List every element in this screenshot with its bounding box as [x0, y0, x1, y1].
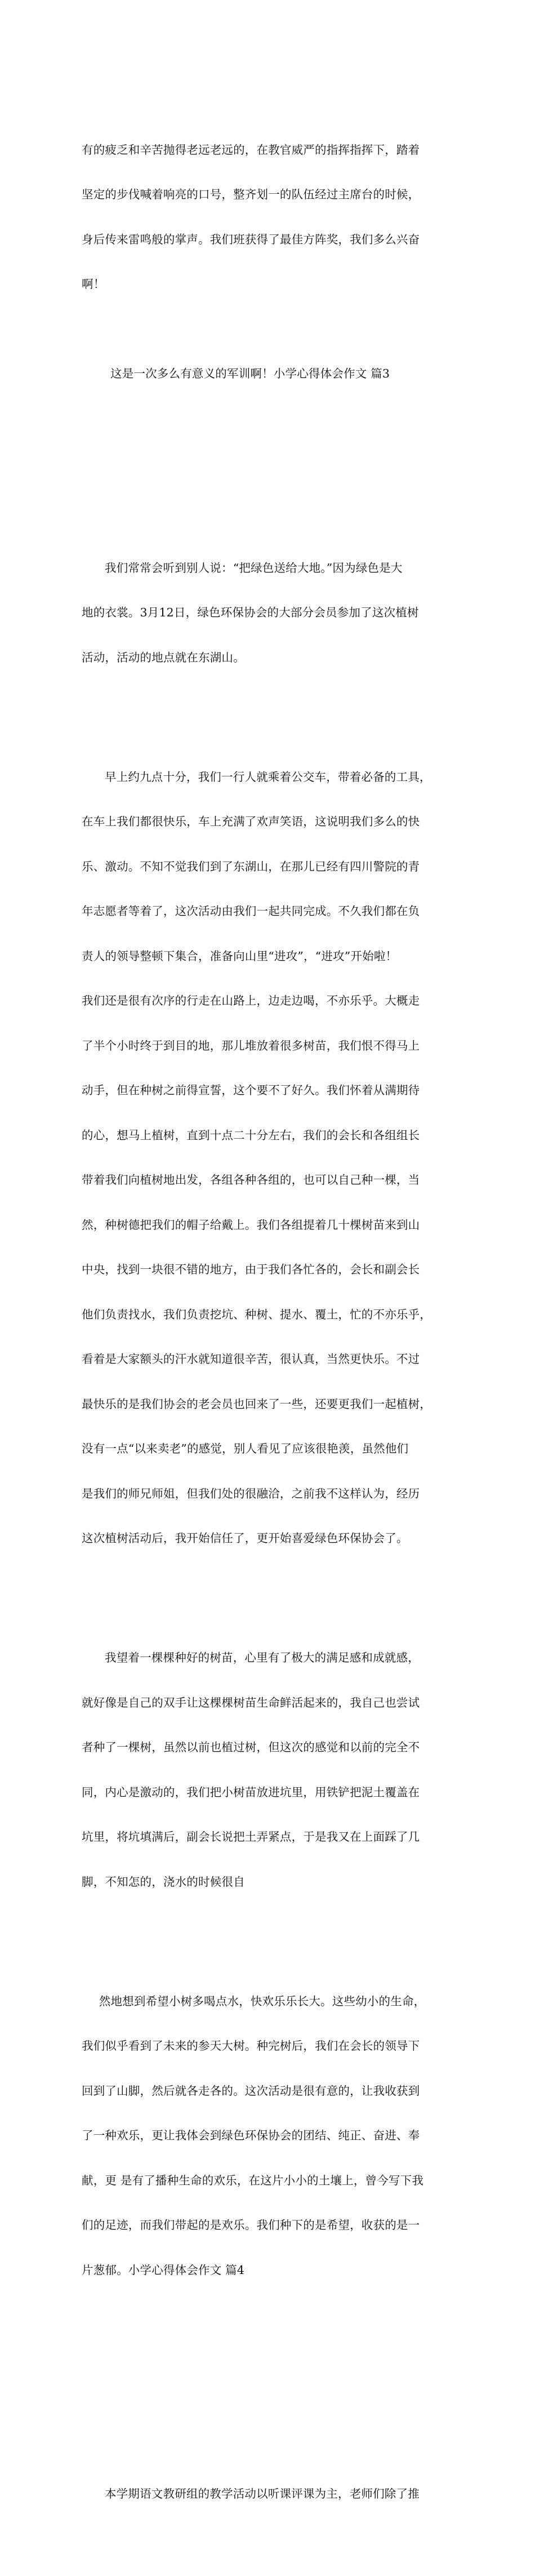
spacer: [82, 471, 462, 486]
paragraph-2: [82, 740, 462, 1576]
text-line: 活动，活动的地点就在东湖山。: [82, 650, 245, 664]
text-line: 就好像是自己的双手让这棵棵树苗生命鲜活起来的，我自己也尝试: [82, 1695, 420, 1709]
text-line: 是我们的师兄师姐，但我们处的很融洽，之前我不这样认为，经历: [82, 1486, 420, 1500]
text-line: 有的疲乏和辛苦抛得老远老远的，在教官威严的指挥指挥下，踏着: [82, 143, 420, 157]
text-line: 中央，找到一块很不错的地方，由于我们各忙各的，会长和副会长: [82, 1263, 420, 1276]
text-line: 我们似乎看到了未来的参天大树。种完树后，我们在会长的领导下: [82, 2039, 420, 2053]
text-line: 坚定的步伐喊着响亮的口号，整齐划一的队伍经过主席台的时候，: [82, 188, 420, 201]
text-line: 责人的领导整顿下集合，准备向山里“进攻”，“进攻”开始啦！: [82, 949, 398, 963]
spacer: [82, 2397, 462, 2412]
text-line: 同，内心是激动的，我们把小树苗放进坑里，用铁铲把泥土覆盖在: [82, 1785, 420, 1799]
text-line: 我望着一棵棵种好的树苗，心里有了极大的满足感和成就感，: [105, 1651, 420, 1664]
text-line: 啊！: [82, 277, 105, 291]
paragraph-4: [82, 1964, 462, 2308]
spacer: [82, 426, 462, 441]
text-line: 我们常常会听到别人说：“把绿色送给大地。”因为绿色是大: [105, 561, 403, 575]
text-line: 片葱郁。小学心得体会作文 篇4: [82, 2263, 245, 2277]
text-line: 回到了山脚，然后就各走各的。这次活动是很有意的，让我收获到: [82, 2084, 420, 2098]
paragraph-5: [82, 2457, 462, 2531]
text-line: 在车上我们都很快乐，车上充满了欢声笑语，这说明我们多么的快: [82, 815, 420, 828]
spacer: [82, 2352, 462, 2368]
text-line: 本学期语文教研组的教学活动以听课评课为主，老师们除了推: [105, 2487, 420, 2501]
text-line: 这次植树活动后，我开始信任了，更开始喜爱绿色环保协会了。: [82, 1531, 408, 1545]
text-line: 然，种树德把我们的帽子给戴上。我们各组提着几十棵树苗来到山: [82, 1218, 420, 1232]
text-line: 地的衣裳。3月12日，绿色环保协会的大部分会员参加了这次植树: [82, 606, 419, 619]
text-line: 他们负责找水，我们负责挖坑、种树、提水、覆土，忙的不亦乐乎，: [82, 1307, 431, 1321]
intro-paragraph: [82, 113, 462, 322]
text-line: 了半个小时终于到目的地，那儿堆放着很多树苗，我们恨不得马上: [82, 1038, 420, 1052]
text-line: 脚，不知怎的，浇水的时候很自: [82, 1875, 245, 1889]
text-line: 早上约九点十分，我们一行人就乘着公交车，带着必备的工具，: [105, 770, 431, 784]
text-line: 的心，想马上植树，直到十点二十分左右，我们的会长和各组组长: [82, 1128, 420, 1142]
text-line: 我们还是很有次序的行走在山路上，边走边喝，不亦乐乎。大概走: [82, 994, 420, 1007]
section-heading: 这是一次多么有意义的军训啊！小学心得体会作文 篇3: [110, 367, 390, 380]
paragraph-1: [82, 531, 462, 695]
text-line: 没有一点“以来卖老”的感觉，别人看见了应该很艳羡，虽然他们: [82, 1442, 409, 1455]
text-line: 者种了一棵树，虽然以前也植过树，但这次的感觉和以前的完全不: [82, 1740, 420, 1754]
text-line: 最快乐的是我们协会的老会员也回来了一些，还要更我们一起植树，: [82, 1397, 431, 1411]
paragraph-3: [82, 1620, 462, 1919]
text-line: 带着我们向植树地出发，各组各种各组的，也可以自己种一棵，当: [82, 1173, 420, 1187]
text-line: 献，更 是有了播种生命的欢乐，在这片小小的土壤上，曾今写下我: [82, 2173, 424, 2187]
text-line: 然地想到希望小树多喝点水，快欢乐乐长大。这些幼小的生命，: [99, 1994, 426, 2008]
text-line: 们的足迹，而我们带起的是欢乐。我们种下的是希望，收获的是一: [82, 2218, 420, 2232]
text-line: 年志愿者等着了，这次活动由我们一起共同完成。不久我们都在负: [82, 904, 420, 918]
text-line: 坑里，将坑填满后，副会长说把土弄紧点，于是我又在上面踩了几: [82, 1830, 420, 1844]
text-line: 看着是大家额头的汗水就知道很辛苦，很认真，当然更快乐。不过: [82, 1352, 420, 1366]
text-line: 身后传来雷鸣般的掌声。我们班获得了最佳方阵奖，我们多么兴奋: [82, 232, 420, 246]
text-line: 动手，但在种树之前得宣誓，这个要不了好久。我们怀着从满期待: [82, 1083, 420, 1097]
document-body: [82, 68, 462, 2576]
text-line: 乐、激动。不知不觉我们到了东湖山，在那儿已经有四川警院的青: [82, 859, 420, 873]
text-line: 了一种欢乐，更让我体会到绿色环保协会的团结、纯正、奋进、奉: [82, 2129, 420, 2142]
